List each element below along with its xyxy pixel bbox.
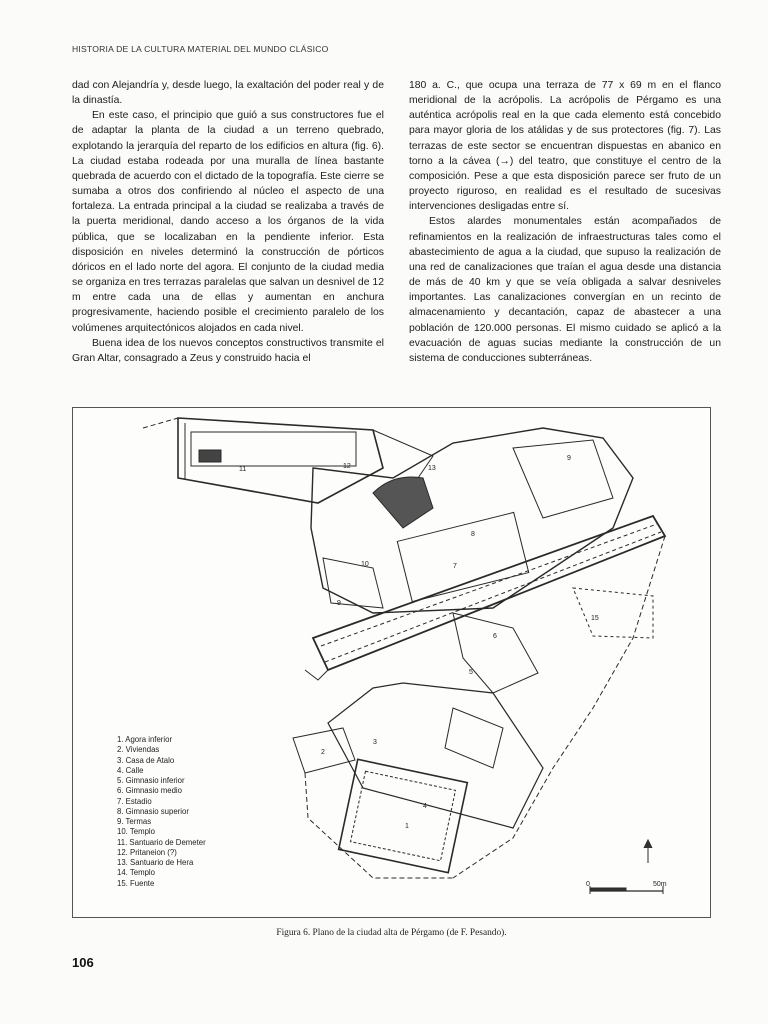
paragraph: En este caso, el principio que guió a sus constructores fue el de adaptar la planta de la ciudad a un terreno quebrado, explotando la jerarquía del reparto de los edificios en altura (fig. 6). La ciudad estaba rodeada por una muralla de línea bastante quebrada de acuerdo con el dictado de la topografía. Este cierre se sumaba a otros dos confiriendo al núcleo el aspecto de una fortaleza. La entrada principal a la ciudad se realizaba a través de la puerta meridional, dando acceso a los órganos de la vida pública, que se localizaban en la pendiente inferior. Esta disposición en niveles determinó la construcción de pórticos dóricos en el lado norte del agora. El conjunto de la ciudad media se organiza en tres terrazas paralelas que salvan un desnivel de 12 m entre cada una de ellas y aumentan en anchura progresivamente, haciendo posible el crecimiento paralelo de los volúmenes arquitectónicos alojados en cada nivel. [72,110,384,334]
scale-label-start: 0 [586,881,590,888]
legend-item: 1. Agora inferior [117,735,173,744]
paragraph: Estos alardes monumentales están acompañados de refinamientos en la realización de infraestructuras tales como el abastecimiento de agua a la ciudad, que supuso la realización de una red de canalizaciones que traían el agua desde una distancia de más de 40 km y que se veía obligada a salvar desniveles importantes. Las canalizaciones convergían en un recinto de almacenamiento y decantación, capaz de abastecer a una población de 120.000 personas. El mismo cuidado se aplicó a la evacuación de aguas sucias mediante la construcción de un sistema de conducciones subterráneas. [409,216,721,364]
figure-caption: Figura 6. Plano de la ciudad alta de Pérgamo (de F. Pesando). [276,928,507,938]
text-column-left [72,78,384,366]
plan-label: 6 [493,633,497,640]
page-number: 106 [72,955,94,970]
figure-frame [72,407,711,918]
paragraph: Buena idea de los nuevos conceptos constructivos transmite el Gran Altar, consagrado a Zeus y construido hacia el [72,337,384,364]
legend-item: 7. Estadio [117,796,152,806]
central-terraces [311,428,633,613]
legend-item: 3. Casa de Atalo [117,755,175,765]
text-column-right [409,78,721,366]
plan-label: 1 [405,823,409,830]
hillside-blocks [293,588,653,873]
north-arrow [644,840,652,863]
figure-legend [117,735,206,889]
lower-stoa [305,516,665,680]
plan-label: 7 [453,563,457,570]
plan-label: 2 [321,749,325,756]
legend-item: 12. Pritaneion (?) [117,847,177,857]
plan-label: 9 [567,455,571,462]
legend-item: 5. Gimnasio inferior [117,776,185,785]
legend-item: 6. Gimnasio medio [117,786,183,796]
legend-item: 8. Gimnasio superior [117,806,189,816]
scale-label-end: 50m [653,881,667,888]
legend-item: 9. Termas [117,817,152,826]
paragraph: dad con Alejandría y, desde luego, la exaltación del poder real y de la dinastía. [72,80,384,107]
plan-label: 5 [469,669,473,676]
plan-label: 15 [591,615,599,622]
legend-item: 13. Santuario de Hera [117,858,194,867]
plan-label: 9 [337,600,341,607]
legend-item: 4. Calle [117,765,144,775]
plan-label: 12 [343,463,351,470]
running-header: HISTORIA DE LA CULTURA MATERIAL DEL MUNDO CLÁSICO [72,44,329,54]
plan-label: 11 [239,466,247,473]
legend-item: 14. Templo [117,868,155,878]
plan-label: 10 [361,561,369,568]
plan-label: 4 [423,803,427,810]
plan-label: 8 [471,531,475,538]
legend-item: 11. Santuario de Demeter [117,837,206,847]
legend-item: 15. Fuente [117,878,155,888]
paragraph: 180 a. C., que ocupa una terraza de 77 x 69 m en el flanco meridional de la acrópolis. La acrópolis de Pérgamo es una auténtica acrópolis real en la que cada elemento está concebido para mayor gloria de los atálidas y de sus protectores (fig. 7). Las terrazas de este sector se encuentran dispuestas en abanico en torno a la cávea (→) del teatro, que constituye el centro de la composición. Pese a que esta disposición parece ser fruto de un proyecto riguroso, en realidad es el resultado de sucesivas intervenciones desligadas entre sí. [409,80,721,213]
legend-item: 10. Templo [117,827,155,837]
plan-label: 3 [373,739,377,746]
plan-label: 13 [428,465,436,472]
legend-item: 2. Viviendas [117,745,160,755]
